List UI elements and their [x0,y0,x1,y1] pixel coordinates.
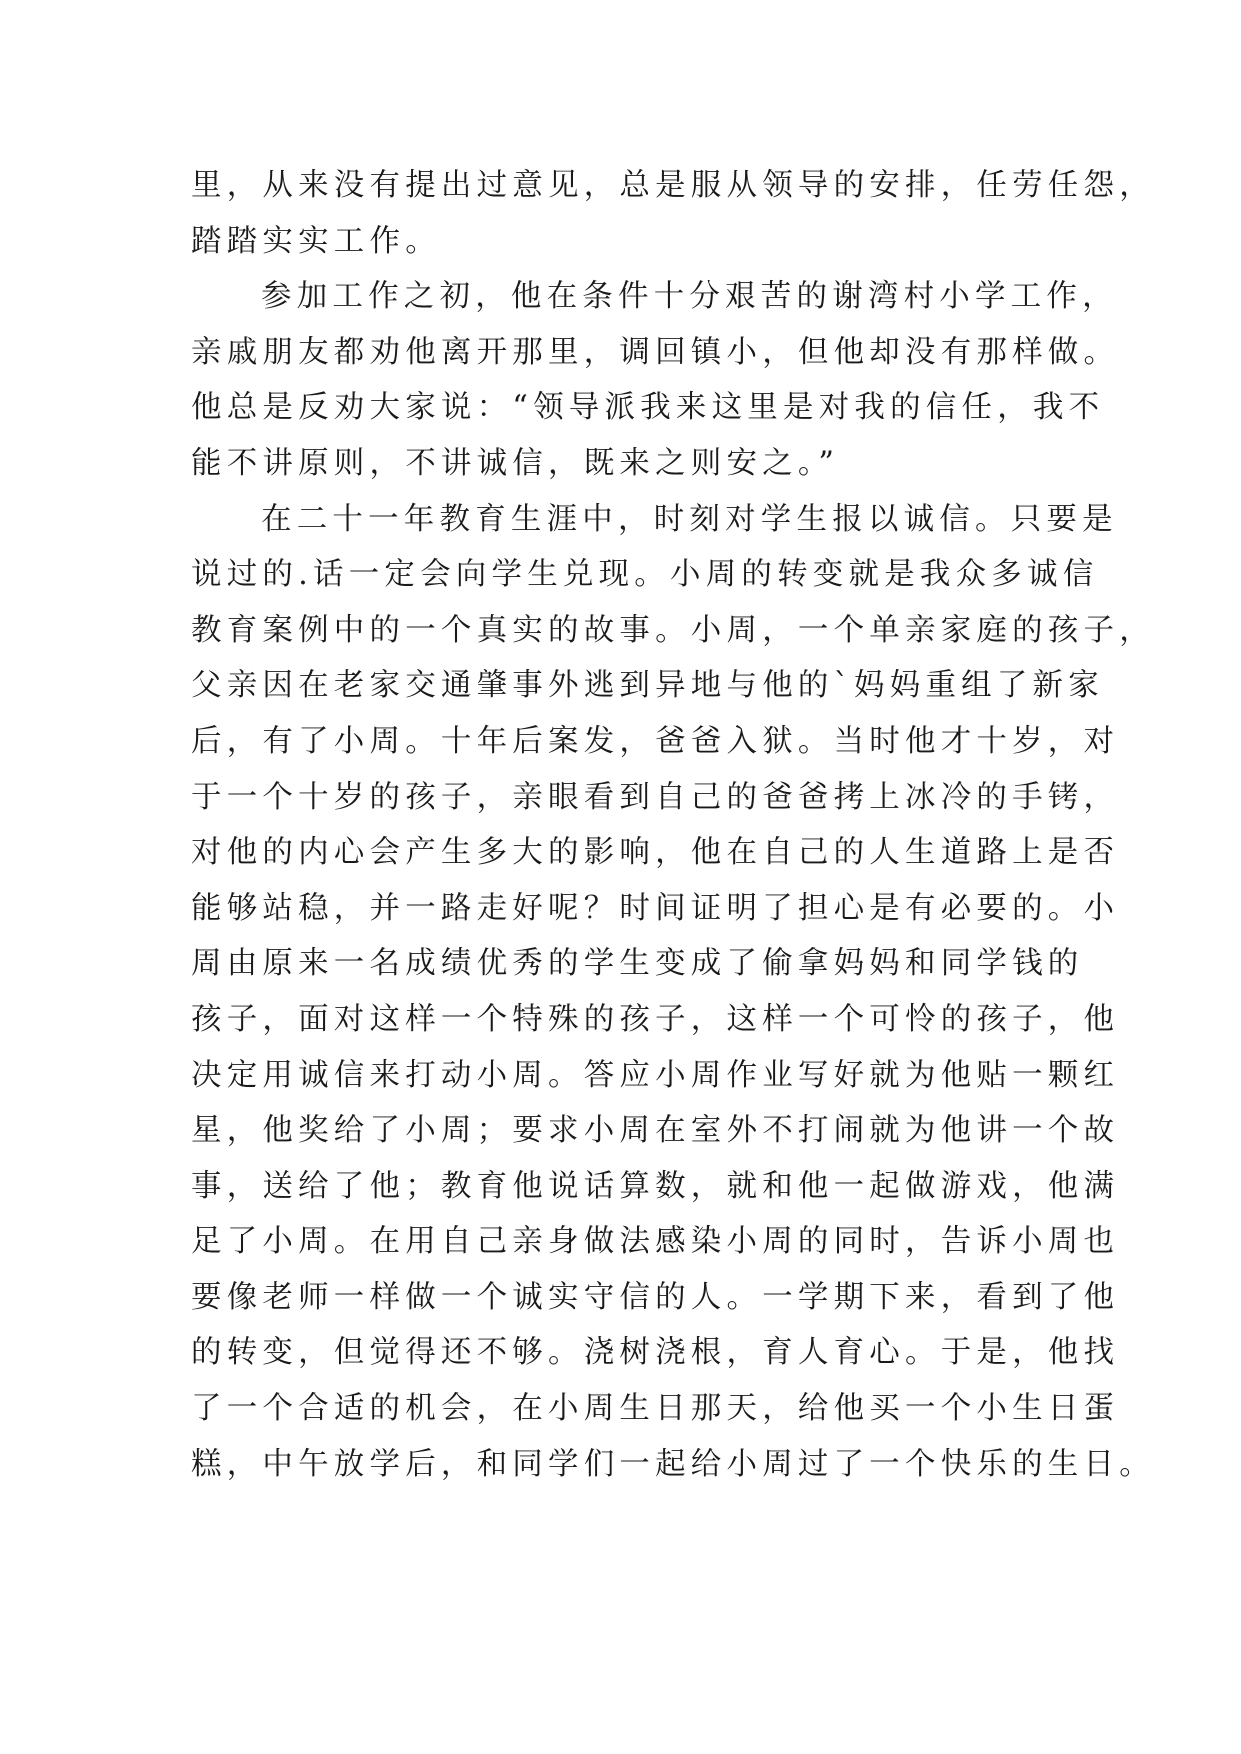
text-line: 星，他奖给了小周；要求小周在室外不打闹就为他讲一个故 [191,1113,1120,1149]
text-line: 后，有了小周。十年后案发，爸爸入狱。当时他才十岁，对 [191,723,1120,759]
text-line: 足了小周。在用自己亲身做法感染小周的同时，告诉小周也 [191,1224,1120,1260]
text-line: 要像老师一样做一个诚实守信的人。一学期下来，看到了他 [191,1279,1120,1315]
text-line: 的转变，但觉得还不够。浇树浇根，育人育心。于是，他找 [191,1335,1120,1371]
text-line: 于一个十岁的孩子，亲眼看到自己的爸爸拷上冰冷的手铐， [191,779,1120,815]
paragraph-first-line: 在二十一年教育生涯中，时刻对学生报以诚信。只要是 [261,501,1118,537]
text-line: 对他的内心会产生多大的影响，他在自己的人生道路上是否 [191,835,1120,871]
text-line: 能够站稳，并一路走好呢？时间证明了担心是有必要的。小 [191,890,1120,926]
text-line: 能不讲原则，不讲诚信，既来之则安之。” [191,445,840,481]
text-line: 他总是反劝大家说：“领导派我来这里是对我的信任，我不 [191,390,1105,426]
text-line: 糕，中午放学后，和同学们一起给小周过了一个快乐的生日。 [191,1446,1155,1482]
text-line: 亲戚朋友都劝他离开那里，调回镇小，但他却没有那样做。 [191,334,1120,370]
text-line: 里，从来没有提出过意见，总是服从领导的安排，任劳任怨， [191,168,1155,203]
text-line: 踏踏实实工作。 [191,223,441,259]
text-line: 教育案例中的一个真实的故事。小周，一个单亲家庭的孩子， [191,612,1155,648]
text-line: 孩子，面对这样一个特殊的孩子，这样一个可怜的孩子，他 [191,1001,1120,1037]
body-text [191,158,1155,1492]
text-line: 决定用诚信来打动小周。答应小周作业写好就为他贴一颗红 [191,1057,1120,1093]
text-line: 说过的.话一定会向学生兑现。小周的转变就是我众多诚信 [191,557,1099,593]
text-line: 了一个合适的机会，在小周生日那天，给他买一个小生日蛋 [191,1391,1120,1427]
text-line: 周由原来一名成绩优秀的学生变成了偷拿妈妈和同学钱的 [191,946,1084,982]
paragraph-first-line: 参加工作之初，他在条件十分艰苦的谢湾村小学工作， [261,279,1118,315]
text-line: 父亲因在老家交通肇事外逃到异地与他的`妈妈重组了新家 [191,668,1104,704]
text-line: 事，送给了他；教育他说话算数，就和他一起做游戏，他满 [191,1168,1120,1204]
